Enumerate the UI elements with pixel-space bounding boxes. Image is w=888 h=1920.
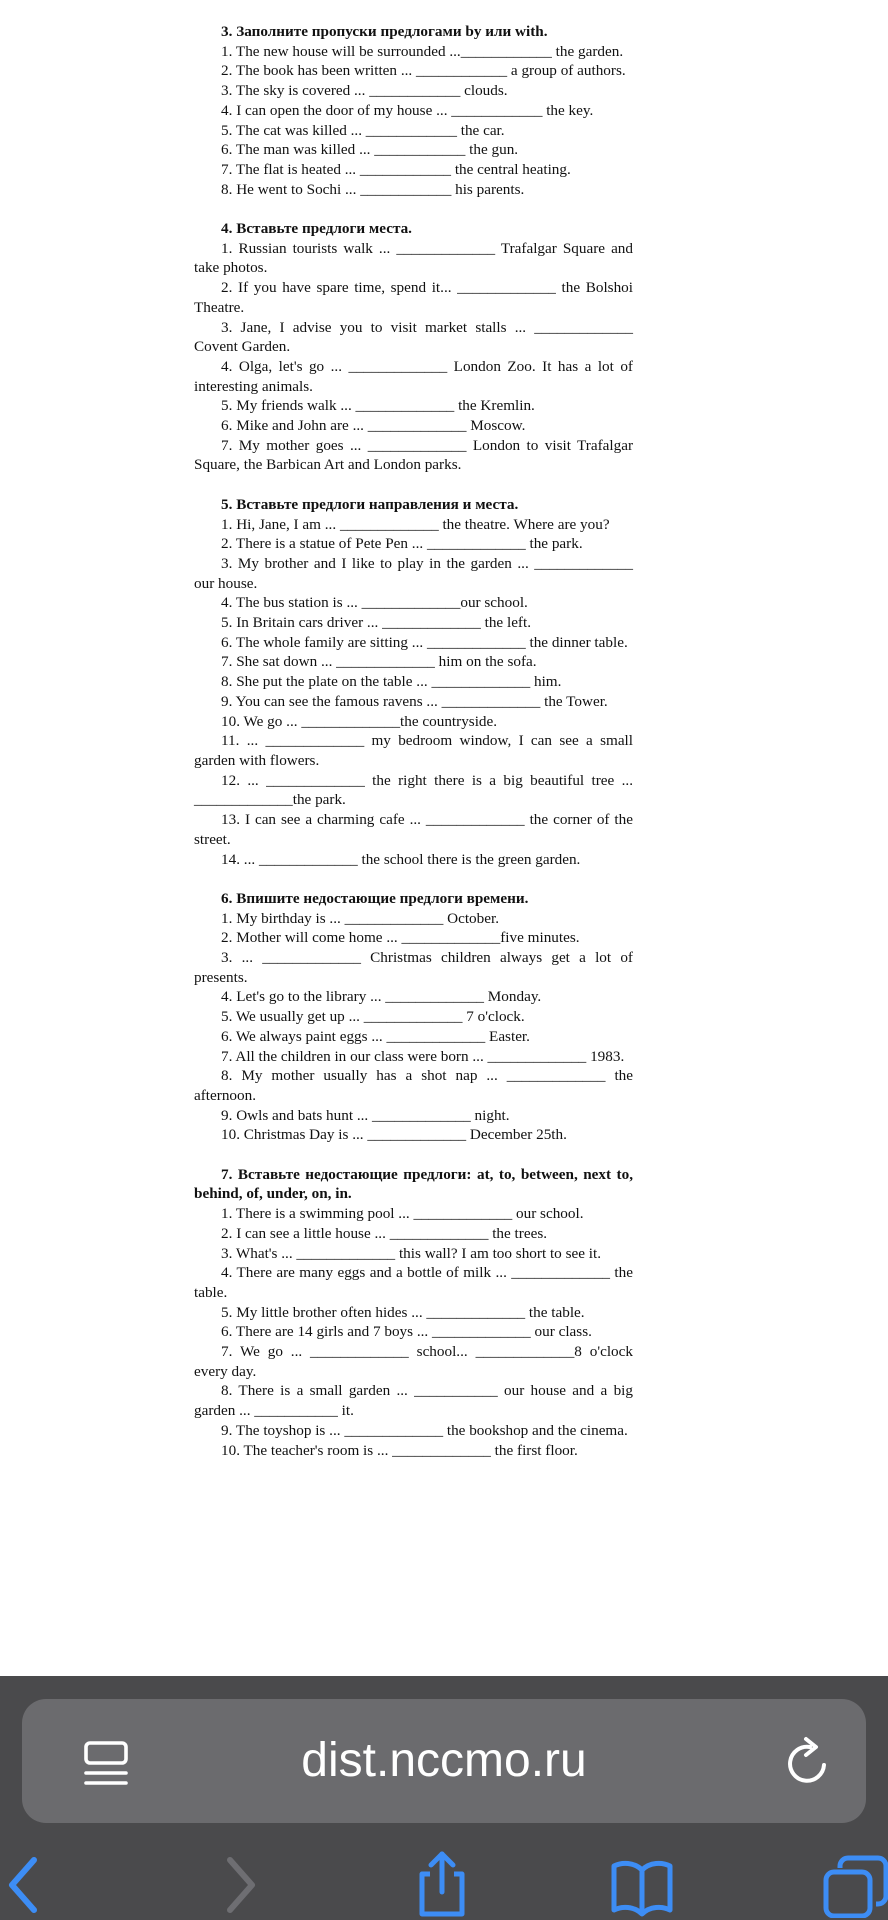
exercise-heading: 6. Впишите недостающие предлоги времени. [221, 889, 529, 907]
exercise-item: 1. My birthday is ... _____________ October. [221, 909, 499, 927]
exercise-heading: 7. Вставьте недостающие предлоги: at, to, between, next to, behind, of, under, on, in. [194, 1165, 633, 1203]
back-icon[interactable] [0, 1848, 46, 1918]
exercise-item: 8. My mother usually has a shot nap ... _____________ the afternoon. [194, 1067, 633, 1104]
exercise-item: 6. The whole family are sitting ... _____________ the dinner table. [221, 633, 628, 651]
url-text[interactable]: dist.nccmo.ru [301, 1734, 587, 1787]
exercise-item: 7. All the children in our class were born ... _____________ 1983. [221, 1047, 625, 1065]
exercise-item: 14. ... _____________ the school there is the green garden. [221, 850, 581, 868]
exercise-item: 13. I can see a charming cafe ... _____________ the corner of the street. [194, 811, 633, 848]
exercise-heading: 4. Вставьте предлоги места. [221, 220, 412, 238]
exercise-item: 4. The bus station is ... _____________our school. [221, 594, 528, 612]
exercise-item: 8. She put the plate on the table ... _____________ him. [221, 673, 562, 691]
exercise-item: 9. The toyshop is ... _____________ the bookshop and the cinema. [221, 1421, 628, 1439]
exercise-item: 9. You can see the famous ravens ... _____________ the Tower. [221, 692, 608, 710]
exercise-section [194, 1165, 633, 1461]
exercise-item: 7. My mother goes ... _____________ London to visit Trafalgar Square, the Barbican Art and London parks. [194, 436, 633, 474]
exercise-item: 4. I can open the door of my house ... ____________ the key. [221, 101, 594, 119]
exercise-heading: 3. Заполните пропуски предлогами by или with. [221, 23, 548, 40]
exercise-item: 1. Hi, Jane, I am ... _____________ the theatre. Where are you? [221, 515, 610, 533]
exercise-item: 10. Christmas Day is ... _____________ December 25th. [221, 1126, 567, 1144]
exercise-item: 2. The book has been written ... ____________ a group of authors. [221, 62, 626, 80]
address-bar[interactable] [22, 1699, 866, 1823]
exercise-heading: 5. Вставьте предлоги направления и места. [221, 495, 519, 513]
exercise-item: 8. There is a small garden ... ___________ our house and a big garden ... ___________ it. [194, 1382, 633, 1420]
exercise-item: 1. The new house will be surrounded ...____________ the garden. [221, 42, 624, 60]
exercise-item: 4. There are many eggs and a bottle of milk ... _____________ the table. [194, 1264, 633, 1301]
exercise-item: 3. Jane, I advise you to visit market stalls ... _____________ Covent Garden. [194, 318, 633, 356]
exercise-item: 3. My brother and I like to play in the garden ... _____________ our house. [194, 554, 633, 592]
exercise-item: 5. In Britain cars driver ... _____________ the left. [221, 614, 532, 632]
exercise-item: 5. My friends walk ... _____________ the Kremlin. [221, 397, 535, 415]
exercise-item: 11. ... _____________ my bedroom window, I can see a small garden with flowers. [194, 732, 633, 769]
exercise-item: 6. The man was killed ... ____________ the gun. [221, 141, 519, 159]
exercise-item: 3. What's ... _____________ this wall? I am too short to see it. [221, 1244, 601, 1262]
exercise-item: 7. She sat down ... _____________ him on the sofa. [221, 653, 537, 671]
exercise-item: 2. If you have spare time, spend it... _____________ the Bolshoi Theatre. [194, 279, 633, 316]
exercise-section [194, 495, 633, 869]
browser-toolbar [0, 1676, 888, 1920]
reload-icon[interactable] [780, 1735, 836, 1791]
forward-icon[interactable] [218, 1848, 264, 1918]
exercise-item: 10. The teacher's room is ... _____________ the first floor. [221, 1441, 578, 1459]
exercise-item: 7. We go ... _____________ school... _____________8 o'clock every day. [194, 1343, 633, 1380]
exercise-item: 2. I can see a little house ... _____________ the trees. [221, 1224, 548, 1242]
exercise-item: 4. Olga, let's go ... _____________ London Zoo. It has a lot of interesting animals. [194, 357, 633, 395]
exercise-item: 3. ... _____________ Christmas children always get a lot of presents. [194, 949, 633, 986]
bookmarks-icon[interactable] [610, 1848, 674, 1918]
share-icon[interactable] [410, 1848, 474, 1918]
exercise-item: 1. There is a swimming pool ... _____________ our school. [221, 1205, 584, 1223]
document-content [194, 22, 633, 1480]
exercise-item: 3. The sky is covered ... ____________ clouds. [221, 82, 508, 100]
exercise-item: 6. There are 14 girls and 7 boys ... _____________ our class. [221, 1323, 592, 1341]
exercise-item: 1. Russian tourists walk ... _____________ Trafalgar Square and take photos. [194, 239, 633, 277]
exercise-item: 6. We always paint eggs ... _____________ Easter. [221, 1027, 530, 1045]
exercise-item: 8. He went to Sochi ... ____________ his parents. [221, 180, 525, 198]
exercise-item: 6. Mike and John are ... _____________ Moscow. [221, 417, 526, 435]
exercise-section [194, 22, 633, 199]
exercise-section [194, 889, 633, 1145]
exercise-item: 2. Mother will come home ... _____________five minutes. [221, 929, 580, 947]
exercise-item: 9. Owls and bats hunt ... _____________ night. [221, 1106, 510, 1124]
tabs-icon[interactable] [820, 1848, 888, 1918]
exercise-item: 5. My little brother often hides ... _____________ the table. [221, 1303, 585, 1321]
exercise-item: 2. There is a statue of Pete Pen ... _____________ the park. [221, 535, 583, 553]
exercise-item: 10. We go ... _____________the countryside. [221, 712, 498, 730]
exercise-item: 5. The cat was killed ... ____________ the car. [221, 121, 505, 139]
exercise-section [194, 219, 633, 475]
exercise-item: 5. We usually get up ... _____________ 7 o'clock. [221, 1008, 525, 1026]
exercise-item: 12. ... _____________ the right there is a big beautiful tree ... _____________the park. [194, 771, 633, 809]
exercise-item: 4. Let's go to the library ... _____________ Monday. [221, 988, 542, 1006]
exercise-item: 7. The flat is heated ... ____________ the central heating. [221, 160, 571, 178]
